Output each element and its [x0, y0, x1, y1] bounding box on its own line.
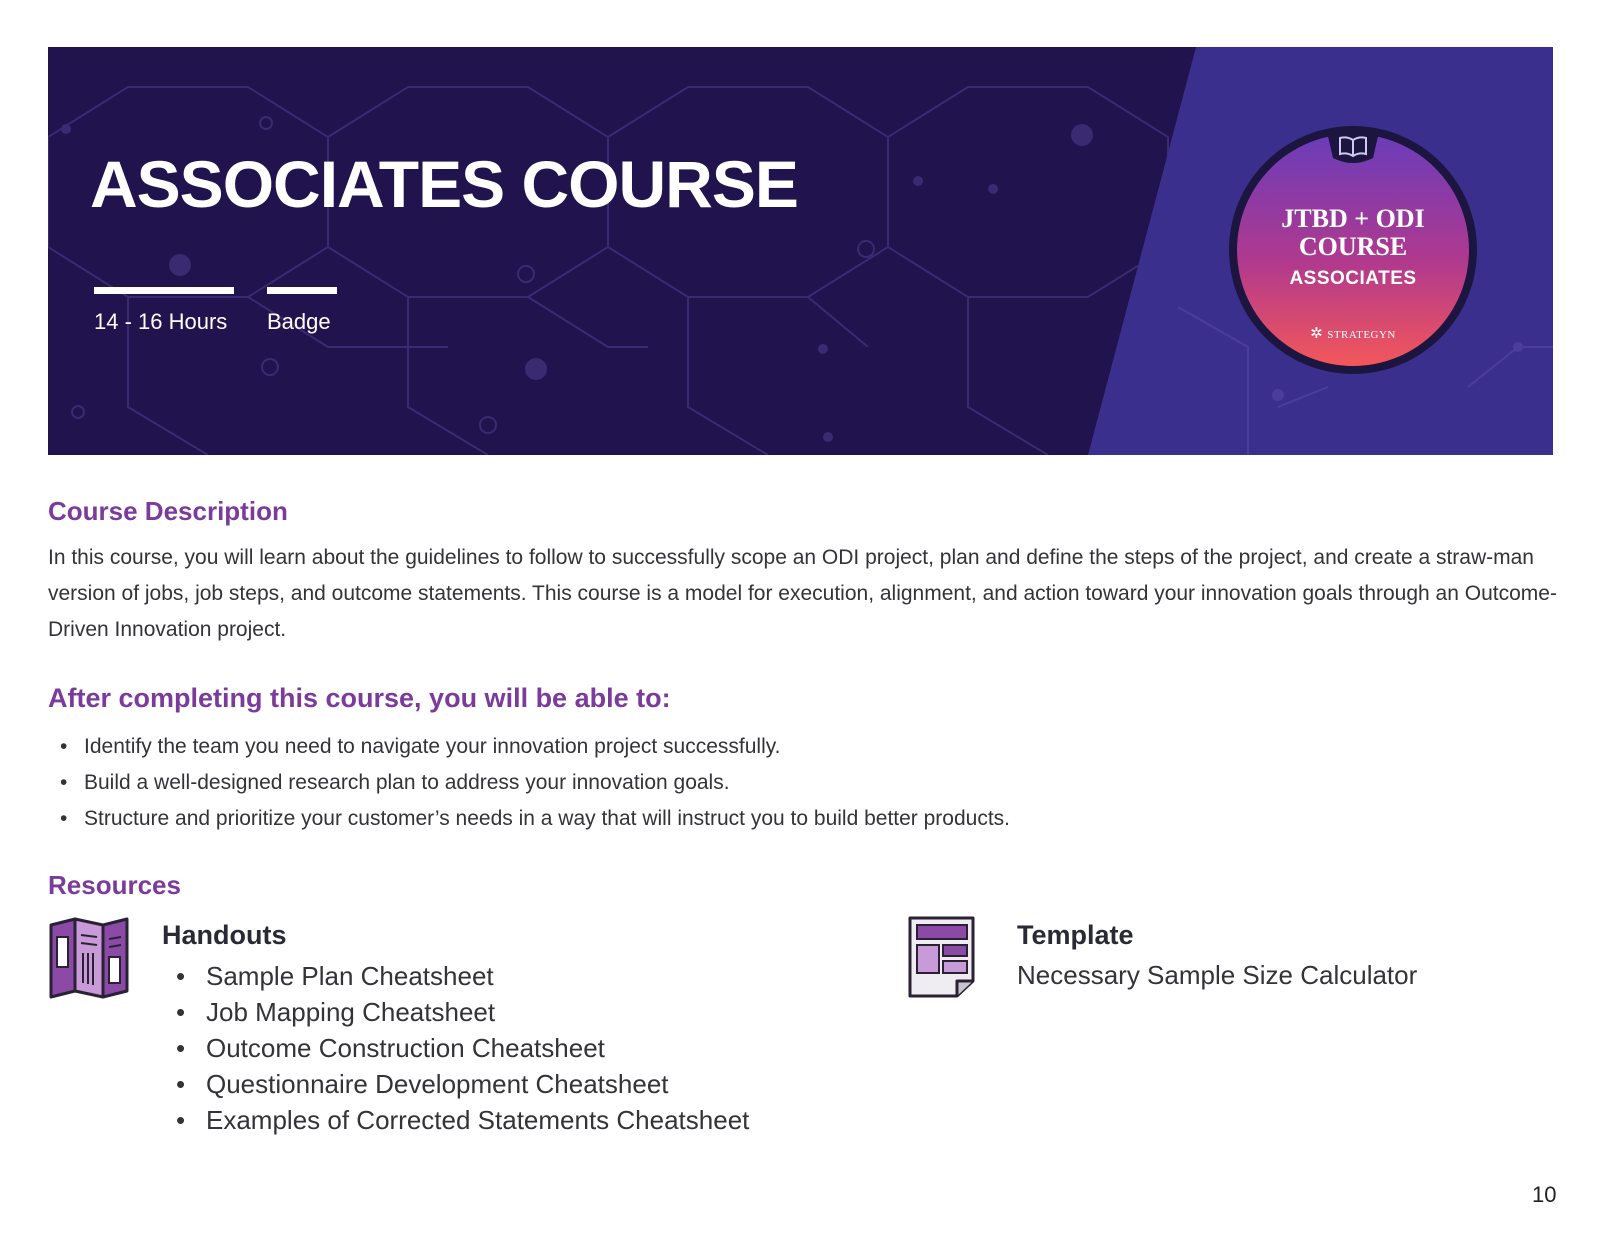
- duration-bar: [94, 287, 234, 294]
- resources-heading: Resources: [48, 870, 181, 900]
- list-item: • Examples of Corrected Statements Cheatsheet: [162, 1102, 749, 1138]
- course-title: ASSOCIATES COURSE: [90, 147, 798, 221]
- learning-outcomes-heading: After completing this course, you will be able to:: [48, 683, 671, 713]
- template-title: Template: [1017, 920, 1134, 950]
- strategyn-logo-icon: ✲: [1310, 326, 1324, 342]
- brochure-icon: [48, 917, 130, 999]
- badge-line-1: JTBD + ODI: [1281, 204, 1425, 233]
- badge-bar: [267, 287, 337, 294]
- handouts-list: [162, 958, 749, 1138]
- course-badge: [1227, 124, 1479, 376]
- list-item: • Questionnaire Development Cheatsheet: [162, 1066, 749, 1102]
- list-item: • Structure and prioritize your customer’s needs in a way that will instruct you to build better products.: [48, 801, 1010, 837]
- course-duration: [94, 287, 234, 335]
- course-description-heading: Course Description: [48, 496, 288, 526]
- course-badge-meta: [267, 287, 337, 335]
- badge-line-2: COURSE: [1298, 232, 1408, 261]
- badge-brand-text: STRATEGYN: [1327, 329, 1396, 341]
- badge-label: Badge: [267, 309, 331, 334]
- badge-line-3: ASSOCIATES: [1289, 268, 1417, 289]
- list-item: • Job Mapping Cheatsheet: [162, 994, 749, 1030]
- page-number: 10: [1532, 1182, 1557, 1207]
- duration-label: 14 - 16 Hours: [94, 309, 228, 334]
- course-banner: [48, 47, 1553, 455]
- list-item: • Identify the team you need to navigate your innovation project successfully.: [48, 729, 1010, 765]
- list-item: • Outcome Construction Cheatsheet: [162, 1030, 749, 1066]
- list-item: • Sample Plan Cheatsheet: [162, 958, 749, 994]
- learning-outcomes-list: [48, 729, 1010, 837]
- open-book-icon: [1338, 136, 1368, 158]
- list-item: • Build a well-designed research plan to address your innovation goals.: [48, 765, 1010, 801]
- handouts-title: Handouts: [162, 920, 287, 950]
- course-description-text: In this course, you will learn about the guidelines to follow to successfully scope an ODI project, plan and define the steps of the project, and create a straw-man version of jobs, job steps, and outcome statements. This course is a model for execution, alignment, and action toward your innovation goals through an Outcome-Driven Innovation project.: [48, 546, 1557, 641]
- document-template-icon: [907, 915, 977, 999]
- template-item: Necessary Sample Size Calculator: [1017, 960, 1418, 990]
- badge-brand: [1227, 324, 1479, 343]
